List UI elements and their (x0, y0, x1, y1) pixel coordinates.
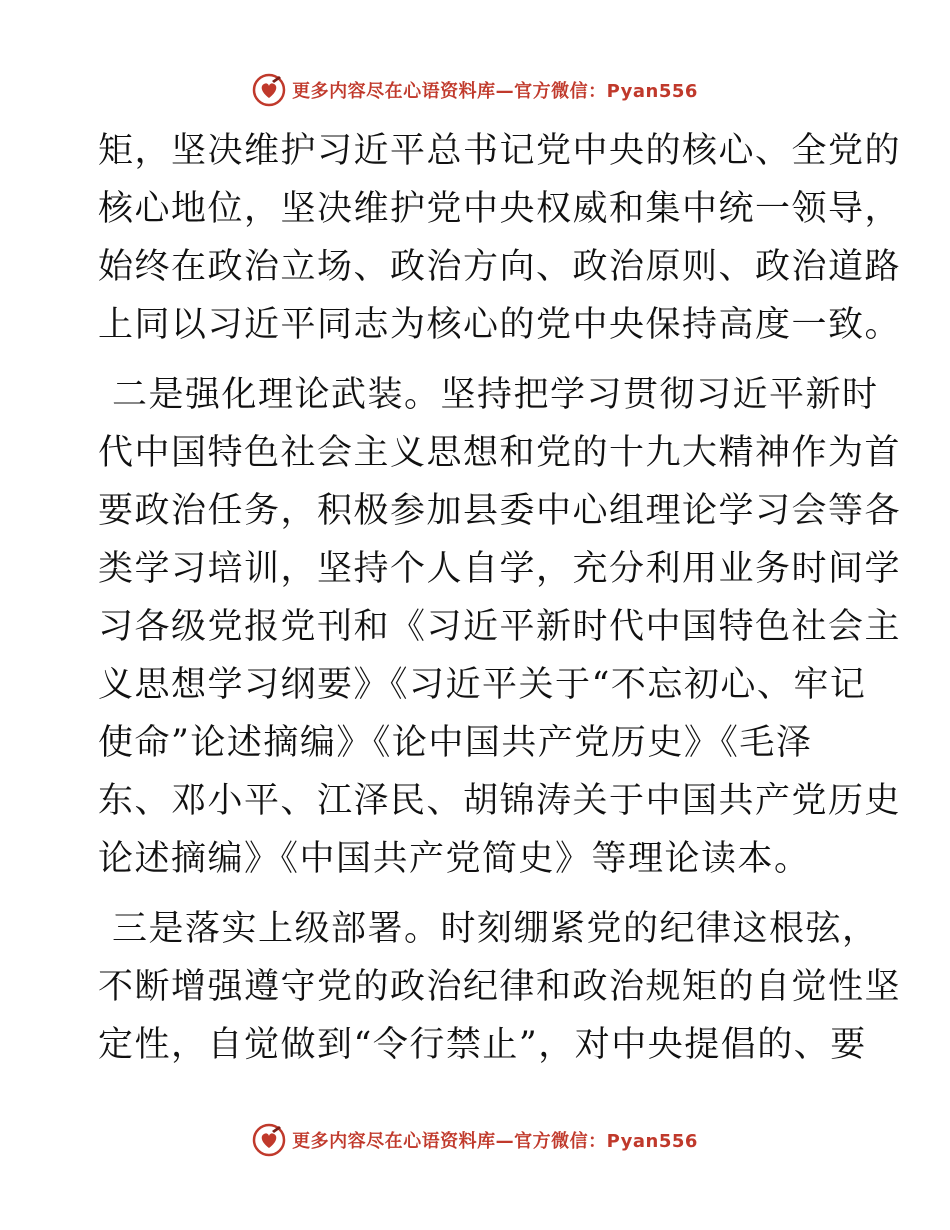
text-line: 东、邓小平、江泽民、胡锦涛关于中国共产党历史 (98, 781, 902, 821)
text-line: 始终在政治立场、政治方向、政治原则、政治道路 (98, 247, 902, 287)
paragraph-2 (98, 366, 902, 888)
text-line: 义思想学习纲要》《习近平关于“不忘初心、牢记 (98, 665, 867, 705)
text-line: 矩，坚决维护习近平总书记党中央的核心、全党的 (98, 131, 902, 171)
header-banner-text: 更多内容尽在心语资料库—官方微信：Pyan556 (292, 81, 698, 102)
paragraph-3 (98, 900, 902, 1074)
paragraph-1 (98, 122, 902, 354)
footer-banner (0, 1120, 950, 1160)
document-body (98, 122, 902, 1074)
text-line: 论述摘编》《中国共产党简史》等理论读本。 (98, 839, 811, 879)
text-line: 要政治任务，积极参加县委中心组理论学习会等各 (98, 491, 902, 531)
text-line: 习各级党报党刊和《习近平新时代中国特色社会主 (98, 607, 902, 647)
text-line: 三是落实上级部署。时刻绷紧党的纪律这根弦， (112, 909, 879, 949)
text-line: 使命”论述摘编》《论中国共产党历史》《毛泽 (98, 723, 813, 763)
text-line: 定性，自觉做到“令行禁止”，对中央提倡的、要 (98, 1025, 867, 1065)
footer-banner-text: 更多内容尽在心语资料库—官方微信：Pyan556 (292, 1131, 698, 1152)
text-line: 上同以习近平同志为核心的党中央保持高度一致。 (98, 305, 902, 345)
text-line: 代中国特色社会主义思想和党的十九大精神作为首 (98, 433, 902, 473)
text-line: 核心地位，坚决维护党中央权威和集中统一领导， (98, 189, 902, 229)
header-banner (0, 70, 950, 110)
text-line: 不断增强遵守党的政治纪律和政治规矩的自觉性坚 (98, 967, 902, 1007)
heart-pen-logo-icon (252, 73, 286, 107)
heart-pen-logo-icon (252, 1123, 286, 1157)
text-line: 类学习培训，坚持个人自学，充分利用业务时间学 (98, 549, 902, 589)
text-line: 二是强化理论武装。坚持把学习贯彻习近平新时 (112, 375, 879, 415)
